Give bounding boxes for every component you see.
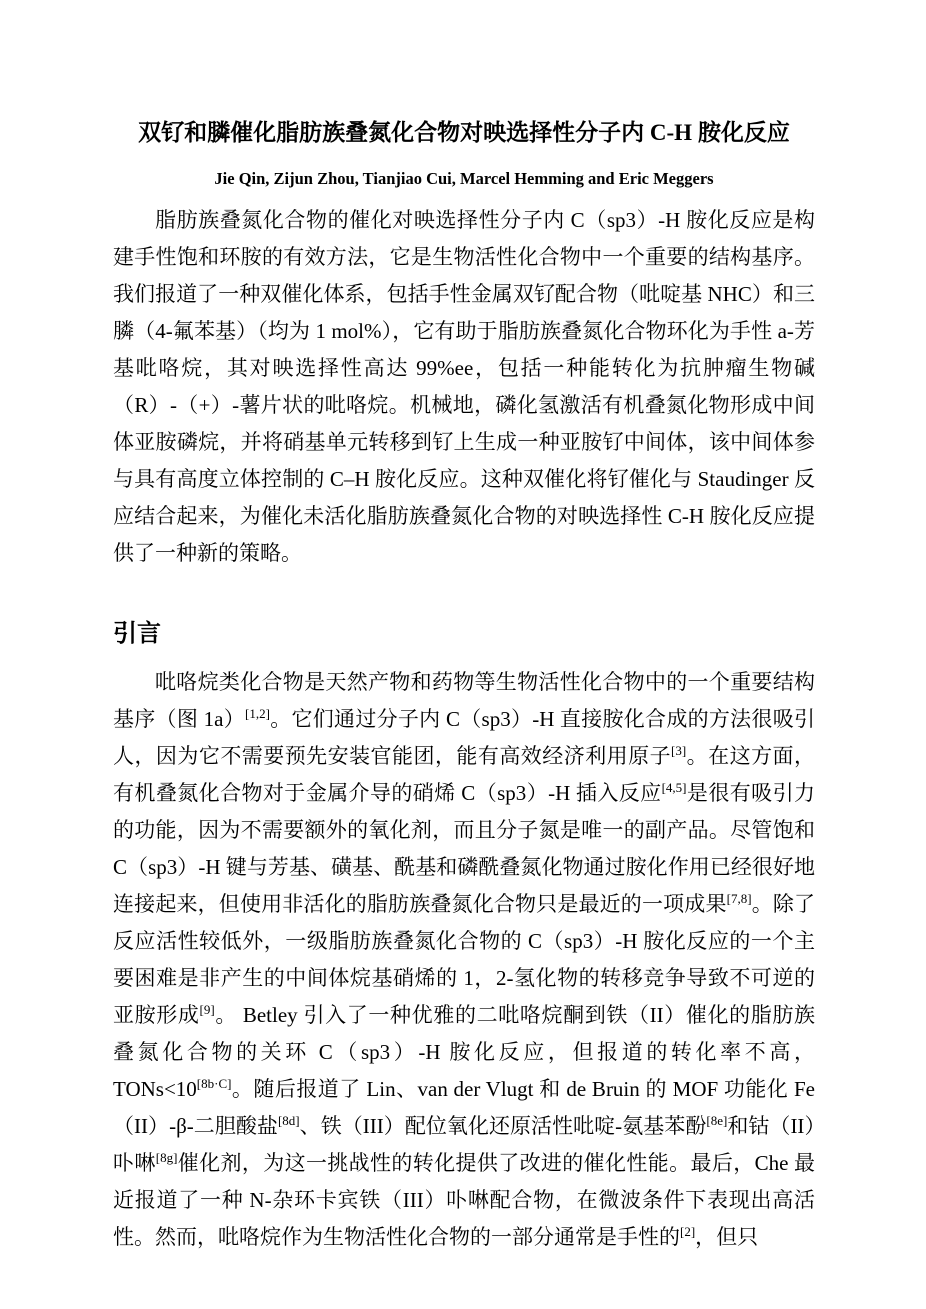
citation-superscript: [7,8] (726, 891, 752, 906)
section-heading-introduction: 引言 (113, 619, 161, 647)
citation-superscript: [8g] (155, 1150, 178, 1165)
text-run: 脂肪族叠氮化合物的催化对映选择性分子内 C（sp3）-H 胺化反应是构建手性饱和环胺的有效方法，它是生物活性化合物中一个重要的结构基序。我们报道了一种双催化体系，包括手性金属双钌配合物（吡啶基 NHC）和三膦（4-氟苯基）（均为 1 mol%），它有助于脂肪族叠氮化合物环化为手性 a-芳基吡咯烷，其对映选择性高达 99%ee，包括一种能转化为抗肿瘤生物碱（R）-（+）-薯片状的吡咯烷。机械地，磷化氢激活有机叠氮化物形成中间体亚胺磷烷，并将硝基单元转移到钌上生成一种亚胺钌中间体，该中间体参与具有高度立体控制的 C–H 胺化反应。这种双催化将钌催化与 Staudinger 反应结合起来，为催化未活化脂肪族叠氮化合物的对映选择性 C-H 胺化反应提供了一种新的策略。 (113, 208, 815, 565)
text-run: ，但只 (695, 1225, 759, 1249)
citation-superscript: [4,5] (661, 780, 687, 795)
introduction-paragraph (113, 664, 815, 1256)
citation-superscript: [2] (680, 1224, 696, 1239)
text-run: 催化剂，为这一挑战性的转化提供了改进的催化性能。最后，Che 最近报道了一种 N-杂环卡宾铁（III）卟啉配合物，在微波条件下表现出高活性。然而，吡咯烷作为生物活性化合物的一部分通常是手性的 (113, 1151, 816, 1249)
text-run: 吡咯烷类化合物是天然产物和药物等生物活性化合物中的一个重要结构基序（图 1a） (113, 670, 815, 731)
text-run: 。它们通过分子内 C（sp3）-H 直接胺化合成的方法很吸引人，因为它不需要预先安装官能团，能有高效经济利用原子 (113, 707, 815, 768)
text-run: 和钴（II）卟啉 (113, 1114, 815, 1175)
text-run: 、铁（III）配位氧化还原活性吡啶-氨基苯酚 (299, 1114, 707, 1138)
citation-superscript: [8e] (706, 1113, 728, 1128)
citation-superscript: [9] (199, 1002, 215, 1017)
text-run: 。除了反应活性较低外，一级脂肪族叠氮化合物的 C（sp3）-H 胺化反应的一个主要困难是非产生的中间体烷基硝烯的 1，2-氢化物的转移竞争导致不可逆的亚胺形成 (113, 892, 816, 1027)
citation-superscript: [8b·C] (196, 1076, 232, 1091)
text-run: 。 Betley 引入了一种优雅的二吡咯烷酮到铁（II）催化的脂肪族叠氮化合物的关环 C（sp3）-H 胺化反应，但报道的转化率不高，TONs<10 (113, 1003, 816, 1101)
text-run: 。在这方面，有机叠氮化合物对于金属介导的硝烯 C（sp3）-H 插入反应 (113, 744, 815, 805)
citation-superscript: [8d] (277, 1113, 300, 1128)
authors-line: Jie Qin, Zijun Zhou, Tianjiao Cui, Marcel Hemming and Eric Meggers (214, 169, 714, 188)
citation-superscript: [1,2] (245, 706, 270, 721)
paper-title: 双钌和膦催化脂肪族叠氮化合物对映选择性分子内 C-H 胺化反应 (138, 120, 790, 145)
citation-superscript: [3] (671, 743, 687, 758)
text-run: 是很有吸引力的功能，因为不需要额外的氧化剂，而且分子氮是唯一的副产品。尽管饱和 C（sp3）-H 键与芳基、磺基、酰基和磷酰叠氮化物通过胺化作用已经很好地连接起来，但使用非活化的脂肪族叠氮化合物只是最近的一项成果 (113, 781, 815, 916)
text-run: 。随后报道了 Lin、van der Vlugt 和 de Bruin 的 MOF 功能化 Fe（II）-β-二胆酸盐 (113, 1077, 815, 1138)
abstract-paragraph (113, 202, 815, 572)
